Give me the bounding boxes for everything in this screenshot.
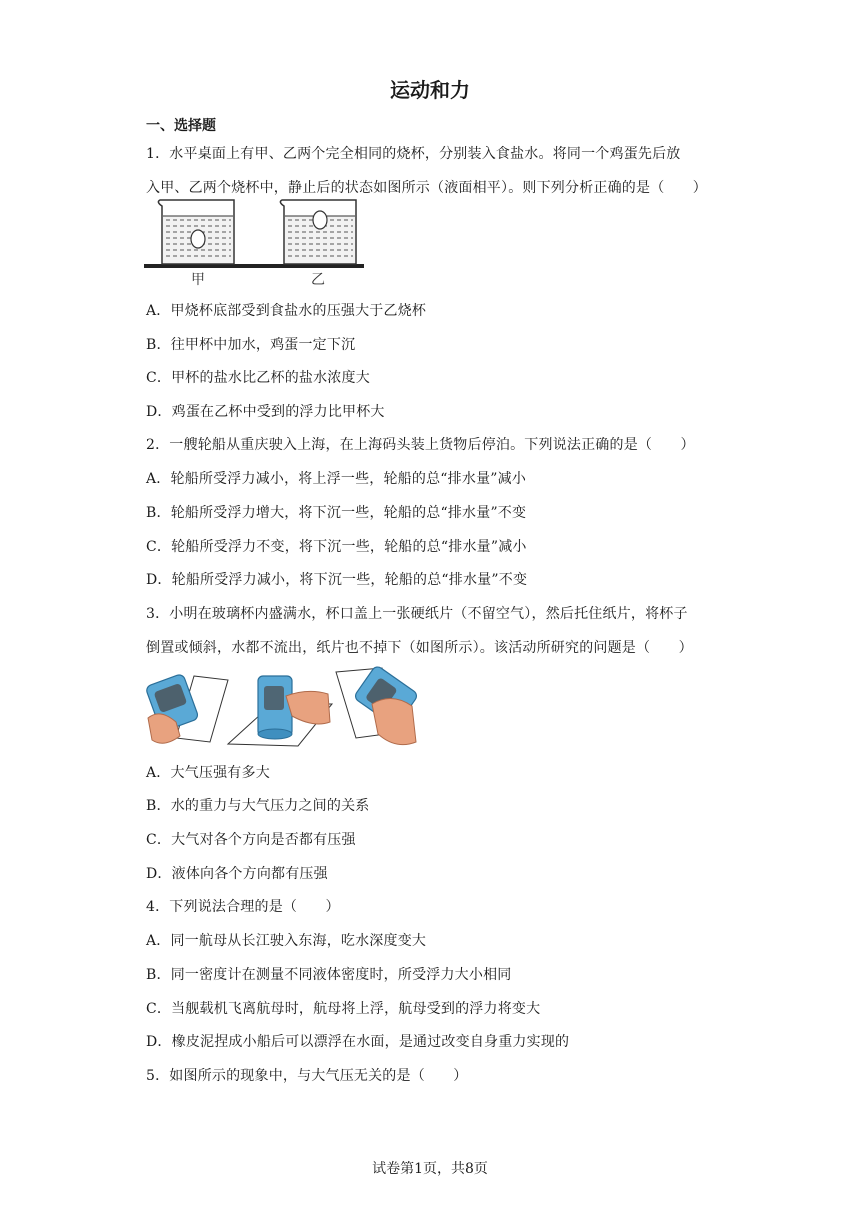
question-3-option-c: C．大气对各个方向是否都有压强 bbox=[146, 832, 356, 848]
question-1-line-2: 入甲、乙两个烧杯中，静止后的状态如图所示（液面相平）。则下列分析正确的是（ ） bbox=[146, 180, 707, 196]
question-1-option-b: B．往甲杯中加水，鸡蛋一定下沉 bbox=[146, 337, 356, 353]
question-1-line-1: 1．水平桌面上有甲、乙两个完全相同的烧杯，分别装入食盐水。将同一个鸡蛋先后放 bbox=[146, 146, 681, 162]
beaker-jia bbox=[158, 200, 234, 264]
page-title: 运动和力 bbox=[390, 78, 470, 102]
tilted-cup-right bbox=[336, 665, 419, 745]
question-3-option-b: B．水的重力与大气压力之间的关系 bbox=[146, 798, 370, 814]
question-4-option-a: A．同一航母从长江驶入东海，吃水深度变大 bbox=[146, 933, 427, 949]
question-2-option-b: B．轮船所受浮力增大，将下沉一些，轮船的总“排水量”不变 bbox=[146, 505, 527, 521]
tilted-cup-left bbox=[146, 673, 228, 743]
label-yi: 乙 bbox=[311, 272, 325, 288]
section-heading: 一、选择题 bbox=[146, 118, 216, 134]
question-2-option-c: C．轮船所受浮力不变，将下沉一些，轮船的总“排水量”减小 bbox=[146, 539, 527, 555]
inverted-cup-middle bbox=[228, 676, 332, 746]
beakers-egg-figure bbox=[144, 196, 364, 288]
question-3-option-a: A．大气压强有多大 bbox=[146, 765, 270, 781]
question-4-option-d: D．橡皮泥捏成小船后可以漂浮在水面，是通过改变自身重力实现的 bbox=[146, 1034, 570, 1050]
question-1-option-a: A．甲烧杯底部受到食盐水的压强大于乙烧杯 bbox=[146, 303, 427, 319]
question-2-option-d: D．轮船所受浮力减小，将下沉一些，轮船的总“排水量”不变 bbox=[146, 572, 528, 588]
question-2-line-1: 2．一艘轮船从重庆驶入上海，在上海码头装上货物后停泊。下列说法正确的是（ ） bbox=[146, 437, 695, 453]
question-4-line-1: 4．下列说法合理的是（ ） bbox=[146, 899, 340, 915]
label-jia: 甲 bbox=[191, 272, 205, 288]
question-1-option-c: C．甲杯的盐水比乙杯的盐水浓度大 bbox=[146, 370, 370, 386]
egg-yi bbox=[313, 211, 327, 229]
question-4-option-b: B．同一密度计在测量不同液体密度时，所受浮力大小相同 bbox=[146, 967, 512, 983]
egg-jia bbox=[191, 230, 205, 248]
question-3-line-2: 倒置或倾斜，水都不流出，纸片也不掉下（如图所示）。该活动所研究的问题是（ ） bbox=[146, 640, 693, 656]
question-2-option-a: A．轮船所受浮力减小，将上浮一些，轮船的总“排水量”减小 bbox=[146, 471, 527, 487]
question-4-option-c: C．当舰载机飞离航母时，航母将上浮，航母受到的浮力将变大 bbox=[146, 1001, 541, 1017]
question-1-option-d: D．鸡蛋在乙杯中受到的浮力比甲杯大 bbox=[146, 404, 385, 420]
beaker-yi bbox=[280, 200, 356, 264]
question-5-line-1: 5．如图所示的现象中，与大气压无关的是（ ） bbox=[146, 1068, 468, 1084]
page-footer: 试卷第1页，共8页 bbox=[372, 1161, 488, 1177]
question-3-line-1: 3．小明在玻璃杯内盛满水，杯口盖上一张硬纸片（不留空气），然后托住纸片，将杯子 bbox=[146, 606, 688, 622]
inverted-cup-figure bbox=[146, 662, 426, 750]
question-3-option-d: D．液体向各个方向都有压强 bbox=[146, 866, 328, 882]
